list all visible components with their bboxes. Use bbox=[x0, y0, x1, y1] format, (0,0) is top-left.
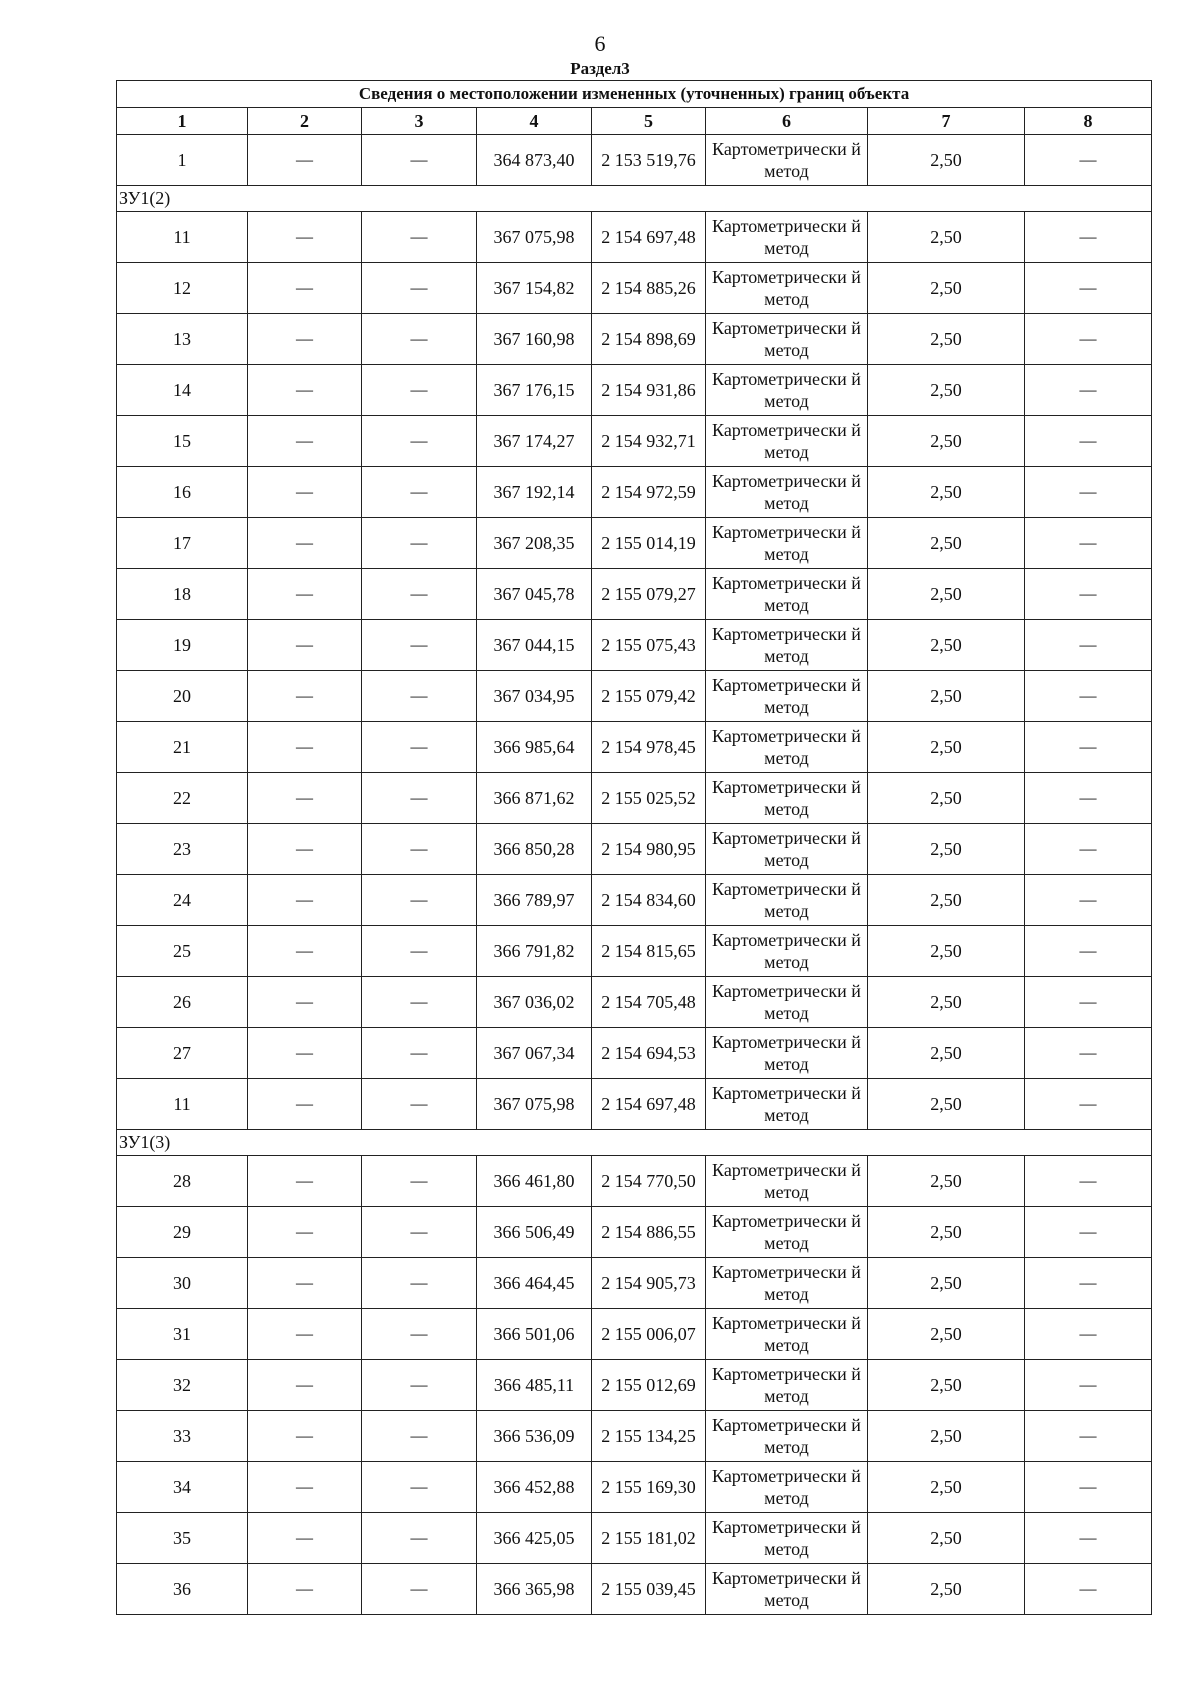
column-8-cell: — bbox=[1025, 263, 1152, 314]
column-number: 6 bbox=[706, 108, 868, 135]
column-number: 7 bbox=[868, 108, 1025, 135]
column-3-cell: — bbox=[362, 1156, 477, 1207]
method-cell: Картометрически й метод bbox=[706, 824, 868, 875]
y-coordinate-cell: 2 154 972,59 bbox=[592, 467, 706, 518]
method-cell: Картометрически й метод bbox=[706, 1360, 868, 1411]
accuracy-cell: 2,50 bbox=[868, 1156, 1025, 1207]
accuracy-cell: 2,50 bbox=[868, 263, 1025, 314]
point-number-cell: 14 bbox=[117, 365, 248, 416]
point-number-cell: 15 bbox=[117, 416, 248, 467]
column-8-cell: — bbox=[1025, 1360, 1152, 1411]
column-8-cell: — bbox=[1025, 1513, 1152, 1564]
y-coordinate-cell: 2 154 978,45 bbox=[592, 722, 706, 773]
column-3-cell: — bbox=[362, 875, 477, 926]
x-coordinate-cell: 367 036,02 bbox=[477, 977, 592, 1028]
point-number-cell: 26 bbox=[117, 977, 248, 1028]
accuracy-cell: 2,50 bbox=[868, 314, 1025, 365]
accuracy-cell: 2,50 bbox=[868, 722, 1025, 773]
point-number-cell: 19 bbox=[117, 620, 248, 671]
column-2-cell: — bbox=[248, 1462, 362, 1513]
table-row bbox=[117, 671, 1152, 722]
column-8-cell: — bbox=[1025, 314, 1152, 365]
table-row bbox=[117, 1207, 1152, 1258]
y-coordinate-cell: 2 154 885,26 bbox=[592, 263, 706, 314]
method-cell: Картометрически й метод bbox=[706, 1462, 868, 1513]
y-coordinate-cell: 2 155 181,02 bbox=[592, 1513, 706, 1564]
accuracy-cell: 2,50 bbox=[868, 1207, 1025, 1258]
table-body bbox=[117, 135, 1152, 1615]
y-coordinate-cell: 2 154 932,71 bbox=[592, 416, 706, 467]
x-coordinate-cell: 367 067,34 bbox=[477, 1028, 592, 1079]
column-8-cell: — bbox=[1025, 620, 1152, 671]
column-number-row bbox=[117, 108, 1152, 135]
column-8-cell: — bbox=[1025, 1564, 1152, 1615]
column-2-cell: — bbox=[248, 1207, 362, 1258]
table-row bbox=[117, 569, 1152, 620]
y-coordinate-cell: 2 155 025,52 bbox=[592, 773, 706, 824]
point-number-cell: 32 bbox=[117, 1360, 248, 1411]
accuracy-cell: 2,50 bbox=[868, 926, 1025, 977]
x-coordinate-cell: 367 045,78 bbox=[477, 569, 592, 620]
x-coordinate-cell: 366 452,88 bbox=[477, 1462, 592, 1513]
accuracy-cell: 2,50 bbox=[868, 135, 1025, 186]
column-8-cell: — bbox=[1025, 1462, 1152, 1513]
method-cell: Картометрически й метод bbox=[706, 1156, 868, 1207]
column-8-cell: — bbox=[1025, 1411, 1152, 1462]
column-8-cell: — bbox=[1025, 1309, 1152, 1360]
y-coordinate-cell: 2 155 134,25 bbox=[592, 1411, 706, 1462]
column-8-cell: — bbox=[1025, 875, 1152, 926]
column-number: 5 bbox=[592, 108, 706, 135]
column-2-cell: — bbox=[248, 1258, 362, 1309]
table-row bbox=[117, 212, 1152, 263]
y-coordinate-cell: 2 155 079,42 bbox=[592, 671, 706, 722]
column-3-cell: — bbox=[362, 518, 477, 569]
y-coordinate-cell: 2 155 014,19 bbox=[592, 518, 706, 569]
y-coordinate-cell: 2 154 770,50 bbox=[592, 1156, 706, 1207]
y-coordinate-cell: 2 154 697,48 bbox=[592, 212, 706, 263]
method-cell: Картометрически й метод bbox=[706, 467, 868, 518]
column-8-cell: — bbox=[1025, 135, 1152, 186]
x-coordinate-cell: 367 075,98 bbox=[477, 1079, 592, 1130]
accuracy-cell: 2,50 bbox=[868, 1079, 1025, 1130]
table-row bbox=[117, 620, 1152, 671]
x-coordinate-cell: 366 365,98 bbox=[477, 1564, 592, 1615]
method-cell: Картометрически й метод bbox=[706, 1079, 868, 1130]
column-8-cell: — bbox=[1025, 1258, 1152, 1309]
column-3-cell: — bbox=[362, 1309, 477, 1360]
point-number-cell: 23 bbox=[117, 824, 248, 875]
x-coordinate-cell: 366 425,05 bbox=[477, 1513, 592, 1564]
column-3-cell: — bbox=[362, 365, 477, 416]
method-cell: Картометрически й метод bbox=[706, 314, 868, 365]
method-cell: Картометрически й метод bbox=[706, 212, 868, 263]
accuracy-cell: 2,50 bbox=[868, 1258, 1025, 1309]
method-cell: Картометрически й метод bbox=[706, 977, 868, 1028]
point-number-cell: 13 bbox=[117, 314, 248, 365]
x-coordinate-cell: 367 154,82 bbox=[477, 263, 592, 314]
accuracy-cell: 2,50 bbox=[868, 212, 1025, 263]
column-8-cell: — bbox=[1025, 212, 1152, 263]
method-cell: Картометрически й метод bbox=[706, 722, 868, 773]
column-2-cell: — bbox=[248, 1411, 362, 1462]
point-number-cell: 31 bbox=[117, 1309, 248, 1360]
x-coordinate-cell: 367 160,98 bbox=[477, 314, 592, 365]
table-row bbox=[117, 263, 1152, 314]
column-3-cell: — bbox=[362, 926, 477, 977]
accuracy-cell: 2,50 bbox=[868, 569, 1025, 620]
accuracy-cell: 2,50 bbox=[868, 518, 1025, 569]
column-8-cell: — bbox=[1025, 773, 1152, 824]
table-row bbox=[117, 314, 1152, 365]
column-8-cell: — bbox=[1025, 365, 1152, 416]
column-3-cell: — bbox=[362, 1028, 477, 1079]
point-number-cell: 35 bbox=[117, 1513, 248, 1564]
y-coordinate-cell: 2 154 705,48 bbox=[592, 977, 706, 1028]
column-3-cell: — bbox=[362, 824, 477, 875]
y-coordinate-cell: 2 154 931,86 bbox=[592, 365, 706, 416]
table-row bbox=[117, 773, 1152, 824]
accuracy-cell: 2,50 bbox=[868, 977, 1025, 1028]
table-caption-row bbox=[117, 81, 1152, 108]
column-8-cell: — bbox=[1025, 671, 1152, 722]
table-row bbox=[117, 1564, 1152, 1615]
method-cell: Картометрически й метод bbox=[706, 518, 868, 569]
column-3-cell: — bbox=[362, 620, 477, 671]
y-coordinate-cell: 2 154 694,53 bbox=[592, 1028, 706, 1079]
table-row bbox=[117, 1309, 1152, 1360]
column-2-cell: — bbox=[248, 1028, 362, 1079]
y-coordinate-cell: 2 154 815,65 bbox=[592, 926, 706, 977]
point-number-cell: 1 bbox=[117, 135, 248, 186]
method-cell: Картометрически й метод bbox=[706, 365, 868, 416]
column-8-cell: — bbox=[1025, 518, 1152, 569]
point-number-cell: 22 bbox=[117, 773, 248, 824]
column-2-cell: — bbox=[248, 365, 362, 416]
column-8-cell: — bbox=[1025, 1156, 1152, 1207]
column-2-cell: — bbox=[248, 1079, 362, 1130]
column-2-cell: — bbox=[248, 1360, 362, 1411]
y-coordinate-cell: 2 155 169,30 bbox=[592, 1462, 706, 1513]
method-cell: Картометрически й метод bbox=[706, 875, 868, 926]
column-2-cell: — bbox=[248, 314, 362, 365]
x-coordinate-cell: 366 461,80 bbox=[477, 1156, 592, 1207]
method-cell: Картометрически й метод bbox=[706, 1028, 868, 1079]
column-2-cell: — bbox=[248, 263, 362, 314]
point-number-cell: 24 bbox=[117, 875, 248, 926]
y-coordinate-cell: 2 155 079,27 bbox=[592, 569, 706, 620]
x-coordinate-cell: 366 536,09 bbox=[477, 1411, 592, 1462]
method-cell: Картометрически й метод bbox=[706, 773, 868, 824]
y-coordinate-cell: 2 154 697,48 bbox=[592, 1079, 706, 1130]
column-8-cell: — bbox=[1025, 467, 1152, 518]
x-coordinate-cell: 366 464,45 bbox=[477, 1258, 592, 1309]
method-cell: Картометрически й метод bbox=[706, 416, 868, 467]
column-3-cell: — bbox=[362, 314, 477, 365]
table-row bbox=[117, 1028, 1152, 1079]
column-2-cell: — bbox=[248, 977, 362, 1028]
accuracy-cell: 2,50 bbox=[868, 416, 1025, 467]
x-coordinate-cell: 367 192,14 bbox=[477, 467, 592, 518]
x-coordinate-cell: 367 176,15 bbox=[477, 365, 592, 416]
x-coordinate-cell: 366 850,28 bbox=[477, 824, 592, 875]
column-2-cell: — bbox=[248, 671, 362, 722]
group-label: ЗУ1(2) bbox=[117, 186, 1152, 212]
x-coordinate-cell: 366 789,97 bbox=[477, 875, 592, 926]
method-cell: Картометрически й метод bbox=[706, 671, 868, 722]
group-label: ЗУ1(3) bbox=[117, 1130, 1152, 1156]
page-number: 6 bbox=[594, 31, 606, 56]
column-2-cell: — bbox=[248, 416, 362, 467]
x-coordinate-cell: 367 075,98 bbox=[477, 212, 592, 263]
column-2-cell: — bbox=[248, 773, 362, 824]
point-number-cell: 25 bbox=[117, 926, 248, 977]
accuracy-cell: 2,50 bbox=[868, 620, 1025, 671]
column-3-cell: — bbox=[362, 263, 477, 314]
column-3-cell: — bbox=[362, 467, 477, 518]
table-row bbox=[117, 1079, 1152, 1130]
column-3-cell: — bbox=[362, 1513, 477, 1564]
table-row bbox=[117, 875, 1152, 926]
column-2-cell: — bbox=[248, 620, 362, 671]
point-number-cell: 33 bbox=[117, 1411, 248, 1462]
boundary-coordinates-table bbox=[116, 80, 1152, 1615]
y-coordinate-cell: 2 154 886,55 bbox=[592, 1207, 706, 1258]
x-coordinate-cell: 366 871,62 bbox=[477, 773, 592, 824]
column-2-cell: — bbox=[248, 926, 362, 977]
x-coordinate-cell: 367 174,27 bbox=[477, 416, 592, 467]
table-row bbox=[117, 1411, 1152, 1462]
accuracy-cell: 2,50 bbox=[868, 1513, 1025, 1564]
column-2-cell: — bbox=[248, 875, 362, 926]
x-coordinate-cell: 366 501,06 bbox=[477, 1309, 592, 1360]
method-cell: Картометрически й метод bbox=[706, 569, 868, 620]
table-row bbox=[117, 1360, 1152, 1411]
method-cell: Картометрически й метод bbox=[706, 620, 868, 671]
column-8-cell: — bbox=[1025, 722, 1152, 773]
accuracy-cell: 2,50 bbox=[868, 1411, 1025, 1462]
method-cell: Картометрически й метод bbox=[706, 1207, 868, 1258]
column-2-cell: — bbox=[248, 1564, 362, 1615]
method-cell: Картометрически й метод bbox=[706, 1309, 868, 1360]
group-header-row bbox=[117, 186, 1152, 212]
column-number: 8 bbox=[1025, 108, 1152, 135]
column-2-cell: — bbox=[248, 824, 362, 875]
column-2-cell: — bbox=[248, 135, 362, 186]
column-8-cell: — bbox=[1025, 416, 1152, 467]
y-coordinate-cell: 2 154 898,69 bbox=[592, 314, 706, 365]
y-coordinate-cell: 2 154 834,60 bbox=[592, 875, 706, 926]
method-cell: Картометрически й метод bbox=[706, 1258, 868, 1309]
method-cell: Картометрически й метод bbox=[706, 1513, 868, 1564]
y-coordinate-cell: 2 155 012,69 bbox=[592, 1360, 706, 1411]
accuracy-cell: 2,50 bbox=[868, 1309, 1025, 1360]
x-coordinate-cell: 367 208,35 bbox=[477, 518, 592, 569]
table-row bbox=[117, 467, 1152, 518]
column-3-cell: — bbox=[362, 569, 477, 620]
column-8-cell: — bbox=[1025, 569, 1152, 620]
table-row bbox=[117, 135, 1152, 186]
column-3-cell: — bbox=[362, 135, 477, 186]
table-caption: Сведения о местоположении измененных (уточненных) границ объекта bbox=[117, 81, 1152, 108]
point-number-cell: 11 bbox=[117, 1079, 248, 1130]
column-number: 3 bbox=[362, 108, 477, 135]
column-3-cell: — bbox=[362, 1411, 477, 1462]
table-row bbox=[117, 1462, 1152, 1513]
x-coordinate-cell: 366 485,11 bbox=[477, 1360, 592, 1411]
y-coordinate-cell: 2 154 905,73 bbox=[592, 1258, 706, 1309]
column-3-cell: — bbox=[362, 1462, 477, 1513]
table-row bbox=[117, 416, 1152, 467]
column-3-cell: — bbox=[362, 1079, 477, 1130]
x-coordinate-cell: 364 873,40 bbox=[477, 135, 592, 186]
point-number-cell: 12 bbox=[117, 263, 248, 314]
column-3-cell: — bbox=[362, 1207, 477, 1258]
y-coordinate-cell: 2 155 039,45 bbox=[592, 1564, 706, 1615]
method-cell: Картометрически й метод bbox=[706, 263, 868, 314]
column-8-cell: — bbox=[1025, 1079, 1152, 1130]
column-2-cell: — bbox=[248, 722, 362, 773]
accuracy-cell: 2,50 bbox=[868, 824, 1025, 875]
accuracy-cell: 2,50 bbox=[868, 1360, 1025, 1411]
section-title: Раздел3 bbox=[570, 59, 630, 78]
column-3-cell: — bbox=[362, 1564, 477, 1615]
table-row bbox=[117, 722, 1152, 773]
point-number-cell: 28 bbox=[117, 1156, 248, 1207]
table-row bbox=[117, 518, 1152, 569]
column-2-cell: — bbox=[248, 1513, 362, 1564]
point-number-cell: 11 bbox=[117, 212, 248, 263]
accuracy-cell: 2,50 bbox=[868, 365, 1025, 416]
accuracy-cell: 2,50 bbox=[868, 1564, 1025, 1615]
accuracy-cell: 2,50 bbox=[868, 875, 1025, 926]
column-number: 1 bbox=[117, 108, 248, 135]
y-coordinate-cell: 2 155 006,07 bbox=[592, 1309, 706, 1360]
point-number-cell: 16 bbox=[117, 467, 248, 518]
point-number-cell: 17 bbox=[117, 518, 248, 569]
column-2-cell: — bbox=[248, 569, 362, 620]
table-row bbox=[117, 977, 1152, 1028]
x-coordinate-cell: 367 034,95 bbox=[477, 671, 592, 722]
column-3-cell: — bbox=[362, 212, 477, 263]
point-number-cell: 29 bbox=[117, 1207, 248, 1258]
point-number-cell: 27 bbox=[117, 1028, 248, 1079]
table-row bbox=[117, 1156, 1152, 1207]
accuracy-cell: 2,50 bbox=[868, 1028, 1025, 1079]
table-row bbox=[117, 1513, 1152, 1564]
column-3-cell: — bbox=[362, 773, 477, 824]
y-coordinate-cell: 2 155 075,43 bbox=[592, 620, 706, 671]
y-coordinate-cell: 2 153 519,76 bbox=[592, 135, 706, 186]
point-number-cell: 20 bbox=[117, 671, 248, 722]
x-coordinate-cell: 366 506,49 bbox=[477, 1207, 592, 1258]
column-2-cell: — bbox=[248, 212, 362, 263]
column-3-cell: — bbox=[362, 977, 477, 1028]
point-number-cell: 21 bbox=[117, 722, 248, 773]
x-coordinate-cell: 367 044,15 bbox=[477, 620, 592, 671]
method-cell: Картометрически й метод bbox=[706, 926, 868, 977]
point-number-cell: 18 bbox=[117, 569, 248, 620]
point-number-cell: 36 bbox=[117, 1564, 248, 1615]
table-row bbox=[117, 824, 1152, 875]
column-2-cell: — bbox=[248, 467, 362, 518]
column-8-cell: — bbox=[1025, 824, 1152, 875]
group-header-row bbox=[117, 1130, 1152, 1156]
column-3-cell: — bbox=[362, 1258, 477, 1309]
method-cell: Картометрически й метод bbox=[706, 1411, 868, 1462]
column-8-cell: — bbox=[1025, 977, 1152, 1028]
x-coordinate-cell: 366 985,64 bbox=[477, 722, 592, 773]
method-cell: Картометрически й метод bbox=[706, 1564, 868, 1615]
column-2-cell: — bbox=[248, 1309, 362, 1360]
column-8-cell: — bbox=[1025, 1207, 1152, 1258]
column-number: 2 bbox=[248, 108, 362, 135]
column-8-cell: — bbox=[1025, 926, 1152, 977]
column-2-cell: — bbox=[248, 1156, 362, 1207]
table-row bbox=[117, 1258, 1152, 1309]
column-number: 4 bbox=[477, 108, 592, 135]
accuracy-cell: 2,50 bbox=[868, 671, 1025, 722]
y-coordinate-cell: 2 154 980,95 bbox=[592, 824, 706, 875]
table-row bbox=[117, 365, 1152, 416]
x-coordinate-cell: 366 791,82 bbox=[477, 926, 592, 977]
point-number-cell: 30 bbox=[117, 1258, 248, 1309]
column-3-cell: — bbox=[362, 671, 477, 722]
column-8-cell: — bbox=[1025, 1028, 1152, 1079]
column-3-cell: — bbox=[362, 416, 477, 467]
method-cell: Картометрически й метод bbox=[706, 135, 868, 186]
column-2-cell: — bbox=[248, 518, 362, 569]
table-row bbox=[117, 926, 1152, 977]
accuracy-cell: 2,50 bbox=[868, 773, 1025, 824]
accuracy-cell: 2,50 bbox=[868, 1462, 1025, 1513]
column-3-cell: — bbox=[362, 1360, 477, 1411]
accuracy-cell: 2,50 bbox=[868, 467, 1025, 518]
column-3-cell: — bbox=[362, 722, 477, 773]
point-number-cell: 34 bbox=[117, 1462, 248, 1513]
